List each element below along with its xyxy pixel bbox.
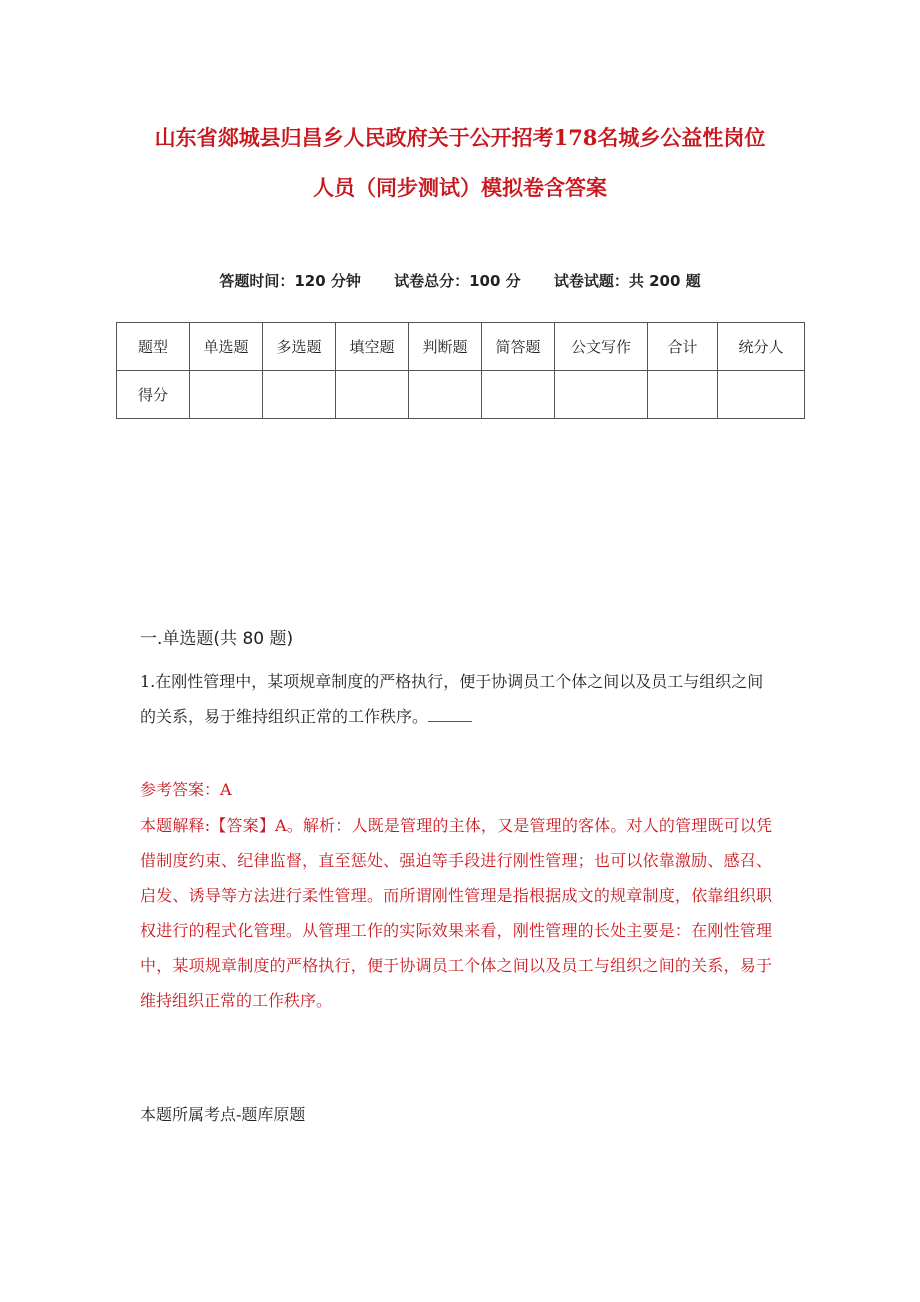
score-table-score-row: [117, 371, 805, 419]
score-table: [116, 322, 805, 419]
score-table-header-row: [117, 323, 805, 371]
score-row-label: 得分: [117, 371, 190, 419]
header-cell: 判断题: [409, 323, 482, 371]
question-1: [140, 664, 772, 734]
exam-total-questions: 试卷试题：共 200 题: [553, 272, 701, 290]
exam-total-score: 试卷总分：100 分: [394, 272, 521, 290]
question-1-source: 本题所属考点-题库原题: [140, 1105, 306, 1124]
score-cell[interactable]: [555, 371, 648, 419]
score-cell[interactable]: [718, 371, 805, 419]
header-cell: 填空题: [336, 323, 409, 371]
document-title-line1: 山东省郯城县归昌乡人民政府关于公开招考178名城乡公益性岗位: [154, 125, 766, 150]
score-cell[interactable]: [482, 371, 555, 419]
section-heading: 一.单选题(共 80 题): [140, 629, 294, 649]
header-cell: 合计: [648, 323, 718, 371]
header-cell: 多选题: [263, 323, 336, 371]
question-1-explanation: 本题解释:【答案】A。解析：人既是管理的主体，又是管理的客体。对人的管理既可以凭借制度约束、纪律监督，直至惩处、强迫等手段进行刚性管理；也可以依靠激励、感召、启发、诱导等方法进行柔性管理。而所谓刚性管理是指根据成文的规章制度，依靠组织职权进行的程式化管理。从管理工作的实际效果来看，刚性管理的长处主要是：在刚性管理中，某项规章制度的严格执行，便于协调员工个体之间以及员工与组织之间的关系，易于维持组织正常的工作秩序。: [140, 816, 772, 1010]
answer-blank: [428, 705, 472, 722]
score-cell[interactable]: [336, 371, 409, 419]
score-cell[interactable]: [190, 371, 263, 419]
exam-time: 答题时间：120 分钟: [219, 272, 361, 290]
header-cell: 简答题: [482, 323, 555, 371]
header-cell: 题型: [117, 323, 190, 371]
question-1-text: 1.在刚性管理中，某项规章制度的严格执行，便于协调员工个体之间以及员工与组织之间的关系，易于维持组织正常的工作秩序。: [140, 672, 764, 726]
question-1-answer: 参考答案：A: [140, 780, 232, 799]
header-cell: 单选题: [190, 323, 263, 371]
header-cell: 公文写作: [555, 323, 648, 371]
score-cell[interactable]: [648, 371, 718, 419]
exam-meta: [0, 270, 920, 291]
header-cell: 统分人: [718, 323, 805, 371]
score-cell[interactable]: [409, 371, 482, 419]
score-cell[interactable]: [263, 371, 336, 419]
document-title-line2: 人员（同步测试）模拟卷含答案: [313, 175, 607, 200]
